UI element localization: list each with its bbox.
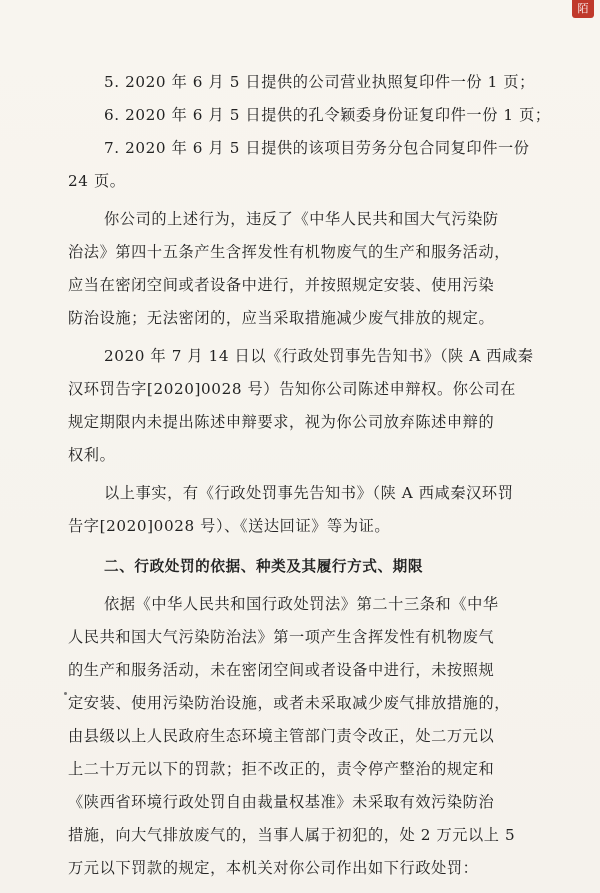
evidence-item-continued: 24 页。 xyxy=(68,172,126,190)
paragraph-line: 由县级以上人民政府生态环境主管部门责令改正，处二万元以 xyxy=(68,727,495,745)
scan-speck xyxy=(64,692,67,695)
paragraph-line: 以上事实，有《行政处罚事先告知书》（陕 A 西咸秦汉环罚 xyxy=(104,484,514,502)
paragraph-line: 规定期限内未提出陈述申辩要求，视为你公司放弃陈述申辩的 xyxy=(68,413,495,431)
paragraph-line: 你公司的上述行为，违反了《中华人民共和国大气污染防 xyxy=(104,210,499,228)
paragraph-line: 告字[2020]0028 号）、《送达回证》等为证。 xyxy=(68,517,391,535)
evidence-item: 7. 2020 年 6 月 5 日提供的该项目劳务分包合同复印件一份 xyxy=(104,139,530,157)
evidence-item: 5. 2020 年 6 月 5 日提供的公司营业执照复印件一份 1 页； xyxy=(104,73,535,91)
paragraph-line: 治法》第四十五条产生含挥发性有机物废气的生产和服务活动， xyxy=(68,243,511,261)
paragraph-line: 防治设施；无法密闭的，应当采取措施减少废气排放的规定。 xyxy=(68,309,495,327)
paragraph-line: 《陕西省环境行政处罚自由裁量权基准》未采取有效污染防治 xyxy=(68,793,495,811)
paragraph-line: 应当在密闭空间或者设备中进行，并按照规定安装、使用污染 xyxy=(68,276,495,294)
paragraph-line: 汉环罚告字[2020]0028 号）告知你公司陈述申辩权。你公司在 xyxy=(68,380,516,398)
paragraph-line: 万元以下罚款的规定，本机关对你公司作出如下行政处罚： xyxy=(68,859,479,877)
paragraph-line: 定安装、使用污染防治设施，或者未采取减少废气排放措施的， xyxy=(68,694,511,712)
paragraph-line: 2020 年 7 月 14 日以《行政处罚事先告知书》（陕 A 西咸秦 xyxy=(104,347,534,365)
document-body xyxy=(68,66,551,885)
paragraph-line: 上二十万元以下的罚款；拒不改正的，责令停产整治的规定和 xyxy=(68,760,495,778)
paragraph-line: 依据《中华人民共和国行政处罚法》第二十三条和《中华 xyxy=(104,595,499,613)
corner-tab: 陌 xyxy=(572,0,594,18)
paragraph-line: 人民共和国大气污染防治法》第一项产生含挥发性有机物废气 xyxy=(68,628,495,646)
paragraph-line: 措施，向大气排放废气的，当事人属于初犯的，处 2 万元以上 5 xyxy=(68,826,516,844)
paragraph-line: 权利。 xyxy=(68,446,116,464)
section-heading: 二、行政处罚的依据、种类及其履行方式、期限 xyxy=(104,558,424,575)
evidence-item: 6. 2020 年 6 月 5 日提供的孔令颖委身份证复印件一份 1 页； xyxy=(104,106,551,124)
paragraph-line: 的生产和服务活动，未在密闭空间或者设备中进行，未按照规 xyxy=(68,661,495,679)
